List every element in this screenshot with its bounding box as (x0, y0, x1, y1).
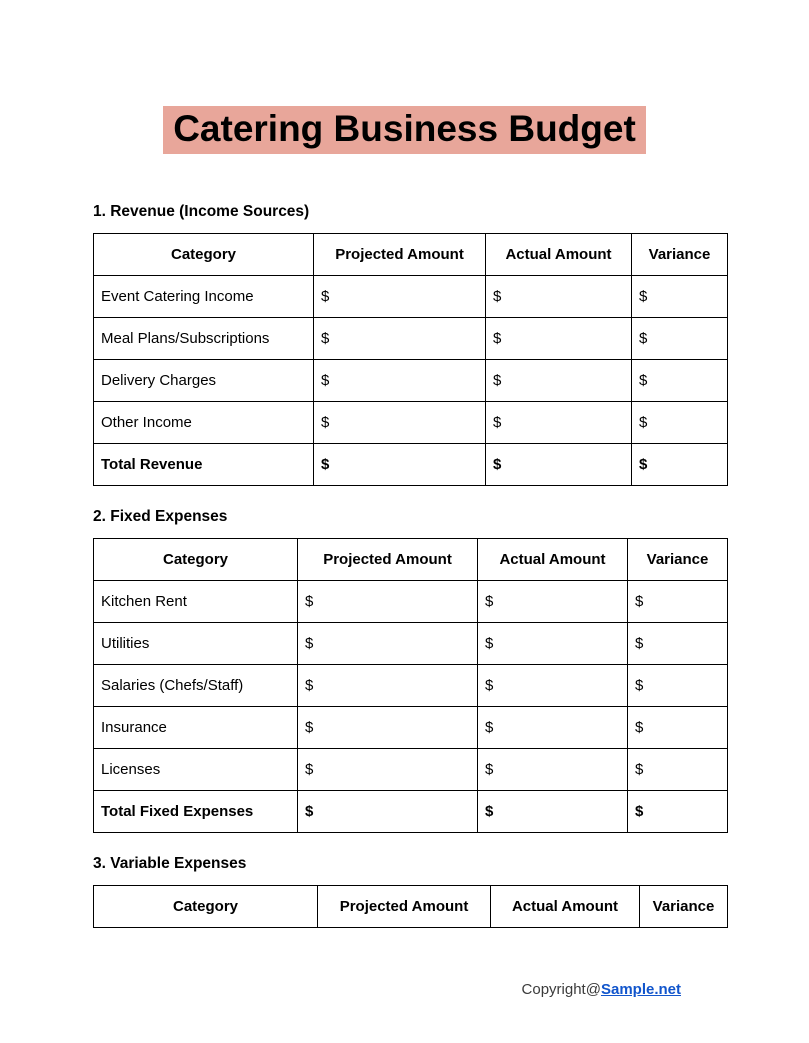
revenue-table (93, 233, 728, 486)
section-heading-variable-expenses: 3. Variable Expenses (93, 854, 247, 872)
actual-amount-cell: $ (478, 790, 628, 832)
column-header-category: Category (94, 885, 318, 927)
projected-amount-cell: $ (298, 664, 478, 706)
table-row (94, 622, 728, 664)
projected-amount-cell: $ (314, 359, 486, 401)
sample-net-link[interactable]: Sample.net (600, 981, 681, 998)
projected-amount-cell: $ (298, 706, 478, 748)
column-header-projected: Projected Amount (318, 885, 491, 927)
variance-cell: $ (632, 317, 728, 359)
variance-cell: $ (628, 706, 728, 748)
column-header-actual: Actual Amount (478, 538, 628, 580)
document-body (93, 203, 727, 928)
actual-amount-cell: $ (478, 664, 628, 706)
variable-expenses-table (93, 885, 728, 928)
table-row (94, 748, 728, 790)
projected-amount-cell: $ (298, 622, 478, 664)
page-footer (0, 981, 681, 998)
projected-amount-cell: $ (314, 401, 486, 443)
category-cell: Salaries (Chefs/Staff) (94, 664, 298, 706)
column-header-variance: Variance (628, 538, 728, 580)
column-header-actual: Actual Amount (491, 885, 640, 927)
column-header-category: Category (94, 233, 314, 275)
fixed-expenses-table (93, 538, 728, 833)
table-row (94, 359, 728, 401)
table-header-row (94, 538, 728, 580)
actual-amount-cell: $ (486, 317, 632, 359)
category-cell: Meal Plans/Subscriptions (94, 317, 314, 359)
category-cell: Delivery Charges (94, 359, 314, 401)
column-header-actual: Actual Amount (486, 233, 632, 275)
copyright-text: Copyright@ (521, 981, 601, 998)
actual-amount-cell: $ (486, 359, 632, 401)
category-cell: Licenses (94, 748, 298, 790)
variance-cell: $ (628, 664, 728, 706)
actual-amount-cell: $ (478, 622, 628, 664)
column-header-category: Category (94, 538, 298, 580)
column-header-variance: Variance (640, 885, 728, 927)
section-heading-fixed-expenses: 2. Fixed Expenses (93, 507, 228, 525)
variance-cell: $ (632, 443, 728, 485)
table-row (94, 706, 728, 748)
table-row (94, 664, 728, 706)
category-cell: Total Revenue (94, 443, 314, 485)
projected-amount-cell: $ (314, 443, 486, 485)
column-header-variance: Variance (632, 233, 728, 275)
table-header-row (94, 885, 728, 927)
projected-amount-cell: $ (298, 790, 478, 832)
table-row (94, 580, 728, 622)
actual-amount-cell: $ (486, 401, 632, 443)
projected-amount-cell: $ (314, 275, 486, 317)
page-title: Catering Business Budget (163, 106, 646, 154)
variance-cell: $ (632, 275, 728, 317)
table-row (94, 401, 728, 443)
column-header-projected: Projected Amount (314, 233, 486, 275)
category-cell: Event Catering Income (94, 275, 314, 317)
column-header-projected: Projected Amount (298, 538, 478, 580)
table-header-row (94, 233, 728, 275)
projected-amount-cell: $ (314, 317, 486, 359)
section-heading-revenue: 1. Revenue (Income Sources) (93, 202, 310, 220)
category-cell: Kitchen Rent (94, 580, 298, 622)
projected-amount-cell: $ (298, 748, 478, 790)
total-row (94, 443, 728, 485)
table-row (94, 317, 728, 359)
category-cell: Other Income (94, 401, 314, 443)
category-cell: Utilities (94, 622, 298, 664)
variance-cell: $ (632, 359, 728, 401)
variance-cell: $ (632, 401, 728, 443)
total-row (94, 790, 728, 832)
title-area (0, 0, 809, 154)
variance-cell: $ (628, 622, 728, 664)
variance-cell: $ (628, 580, 728, 622)
category-cell: Insurance (94, 706, 298, 748)
projected-amount-cell: $ (298, 580, 478, 622)
actual-amount-cell: $ (478, 580, 628, 622)
table-row (94, 275, 728, 317)
actual-amount-cell: $ (478, 706, 628, 748)
variance-cell: $ (628, 790, 728, 832)
actual-amount-cell: $ (486, 443, 632, 485)
actual-amount-cell: $ (486, 275, 632, 317)
category-cell: Total Fixed Expenses (94, 790, 298, 832)
variance-cell: $ (628, 748, 728, 790)
actual-amount-cell: $ (478, 748, 628, 790)
